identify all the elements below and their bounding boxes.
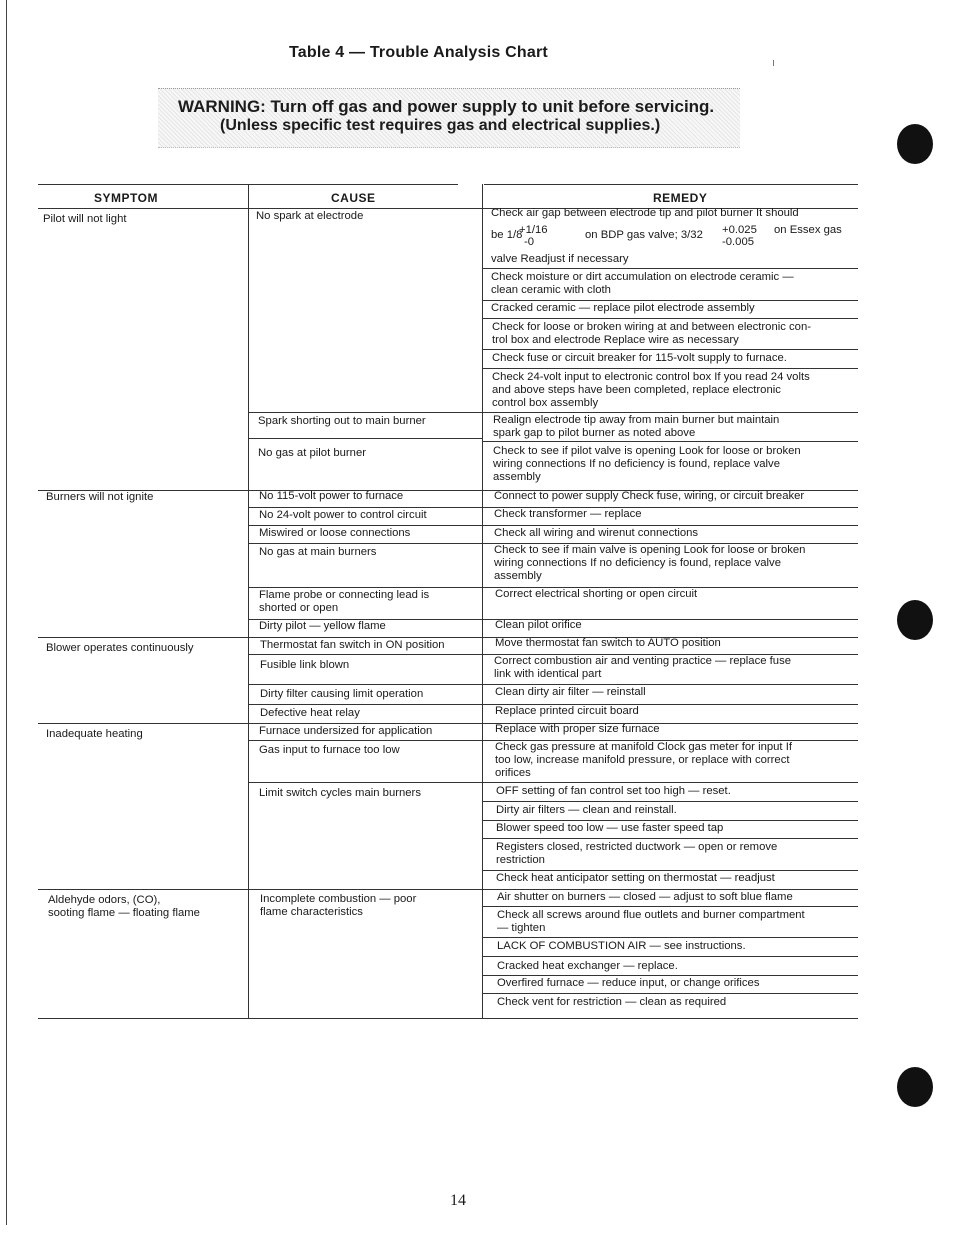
page-title: Table 4 — Trouble Analysis Chart	[289, 44, 548, 61]
remedy-cell: Dirty air filters — clean and reinstall.	[496, 804, 677, 816]
cause-cell: flame characteristics	[260, 906, 363, 918]
remedy-rule	[482, 412, 858, 413]
cause-cell: Defective heat relay	[260, 707, 360, 719]
cause-cell: No 115-volt power to furnace	[259, 490, 404, 502]
remedy-cell: Clean dirty air filter — reinstall	[495, 686, 646, 698]
cause-rule	[248, 507, 482, 508]
remedy-cell: Check gas pressure at manifold Clock gas meter for input If	[495, 741, 792, 753]
remedy-cell: on Essex gas	[774, 224, 842, 236]
remedy-rule	[482, 838, 858, 839]
cause-cell: No gas at pilot burner	[258, 447, 367, 459]
cause-cell: No spark at electrode	[256, 210, 364, 222]
symptom-cell: Inadequate heating	[46, 728, 143, 740]
remedy-cell: Overfired furnace — reduce input, or change orifices	[497, 977, 760, 989]
page-number: 14	[450, 1192, 466, 1209]
remedy-cell: Registers closed, restricted ductwork — open or remove	[496, 841, 778, 853]
remedy-cell: LACK OF COMBUSTION AIR — see instructions.	[497, 940, 746, 952]
cause-rule	[248, 654, 482, 655]
remedy-cell: Check all wiring and wirenut connections	[494, 527, 699, 539]
remedy-tolerance-minus: -0	[524, 236, 535, 248]
remedy-rule	[482, 349, 858, 350]
symptom-cell: Burners will not ignite	[46, 491, 154, 503]
warning-subtext: (Unless specific test requires gas and electrical supplies.)	[220, 117, 661, 134]
remedy-cell: — tighten	[497, 922, 546, 934]
page-edge-rule	[6, 0, 7, 1225]
remedy-cell: wiring connections If no deficiency is found, replace valve	[493, 458, 780, 470]
remedy-rule	[482, 368, 858, 369]
binder-hole-bottom	[897, 1067, 933, 1107]
remedy-cell: Cracked heat exchanger — replace.	[497, 960, 678, 972]
remedy-cell: Check all screws around flue outlets and burner compartment	[497, 909, 805, 921]
remedy-cell: Cracked ceramic — replace pilot electrode assembly	[491, 302, 755, 314]
remedy-rule	[482, 684, 858, 685]
remedy-rule	[482, 975, 858, 976]
remedy-rule	[482, 268, 858, 269]
remedy-cell: Realign electrode tip away from main burner but maintain	[493, 414, 780, 426]
header-remedy: REMEDY	[653, 191, 708, 205]
cause-cell: Flame probe or connecting lead is	[259, 589, 430, 601]
remedy-rule	[482, 956, 858, 957]
symptom-rule	[38, 889, 248, 890]
remedy-cell: Clean pilot orifice	[495, 619, 582, 631]
remedy-cell: Check transformer — replace	[494, 508, 642, 520]
remedy-cell: valve Readjust if necessary	[491, 253, 629, 265]
remedy-cell: Air shutter on burners — closed — adjust to soft blue flame	[497, 891, 793, 903]
remedy-rule	[482, 937, 858, 938]
remedy-rule	[482, 820, 858, 821]
symptom-cell: sooting flame — floating flame	[48, 907, 200, 919]
remedy-rule	[482, 889, 858, 890]
remedy-cell: Check to see if main valve is opening Look for loose or broken	[494, 544, 806, 556]
cause-rule	[248, 704, 482, 705]
remedy-rule	[482, 300, 858, 301]
remedy-tolerance-plus: +0.025	[722, 224, 757, 236]
cause-rule	[248, 543, 482, 544]
cause-rule	[248, 889, 482, 890]
cause-cell: Incomplete combustion — poor	[260, 893, 417, 905]
remedy-cell: Replace with proper size furnace	[495, 723, 660, 735]
cause-cell: Limit switch cycles main burners	[259, 787, 421, 799]
cause-rule	[248, 740, 482, 741]
remedy-rule	[482, 525, 858, 526]
remedy-cell: Correct electrical shorting or open circuit	[495, 588, 698, 600]
cause-cell: Gas input to furnace too low	[259, 744, 400, 756]
remedy-tolerance-minus: -0.005	[722, 236, 755, 248]
remedy-cell: restriction	[496, 854, 545, 866]
cause-rule	[248, 587, 482, 588]
remedy-cell: Check for loose or broken wiring at and between electronic con-	[492, 321, 811, 333]
remedy-cell: Move thermostat fan switch to AUTO position	[495, 637, 721, 649]
column-divider-1	[248, 184, 249, 1019]
remedy-cell: on BDP gas valve; 3/32	[585, 229, 703, 241]
remedy-rule	[482, 318, 858, 319]
remedy-cell: control box assembly	[492, 397, 599, 409]
remedy-cell: Check vent for restriction — clean as required	[497, 996, 727, 1008]
remedy-rule	[482, 801, 858, 802]
symptom-cell: Pilot will not light	[43, 213, 127, 225]
remedy-tolerance-plus: +1/16	[519, 224, 548, 236]
remedy-cell: Connect to power supply Check fuse, wiring, or circuit breaker	[494, 490, 805, 502]
remedy-cell: Check moisture or dirt accumulation on electrode ceramic —	[491, 271, 794, 283]
remedy-cell: Check heat anticipator setting on thermostat — readjust	[496, 872, 775, 884]
remedy-rule	[482, 993, 858, 994]
remedy-cell: Blower speed too low — use faster speed tap	[496, 822, 724, 834]
cause-cell: shorted or open	[259, 602, 339, 614]
cause-cell: Dirty filter causing limit operation	[260, 688, 424, 700]
remedy-rule	[482, 782, 858, 783]
remedy-cell: link with identical part	[494, 668, 602, 680]
remedy-cell: orifices	[495, 767, 531, 779]
warning-text: WARNING: Turn off gas and power supply to unit before servicing.	[178, 97, 715, 116]
remedy-cell: be 1/8	[491, 229, 523, 241]
remedy-cell: assembly	[493, 471, 541, 483]
remedy-cell: Check fuse or circuit breaker for 115-volt supply to furnace.	[492, 352, 787, 364]
remedy-cell: Correct combustion air and venting practice — replace fuse	[494, 655, 792, 667]
cause-rule	[248, 412, 482, 413]
remedy-cell: Replace printed circuit board	[495, 705, 639, 717]
table-top-rule-remedy	[484, 184, 858, 185]
cause-cell: Miswired or loose connections	[259, 527, 411, 539]
symptom-rule	[38, 723, 248, 724]
symptom-cell: Blower operates continuously	[46, 642, 194, 654]
remedy-cell: wiring connections If no deficiency is found, replace valve	[494, 557, 781, 569]
remedy-rule	[482, 906, 858, 907]
remedy-cell: spark gap to pilot burner as noted above	[493, 427, 696, 439]
remedy-cell: Check to see if pilot valve is opening Look for loose or broken	[493, 445, 801, 457]
binder-hole-middle	[897, 600, 933, 640]
remedy-rule	[482, 870, 858, 871]
cause-cell: No gas at main burners	[259, 546, 377, 558]
cause-rule	[248, 525, 482, 526]
cause-cell: Spark shorting out to main burner	[258, 415, 426, 427]
remedy-cell: too low, increase manifold pressure, or replace with correct	[495, 754, 790, 766]
symptom-rule	[38, 637, 248, 638]
remedy-cell: assembly	[494, 570, 542, 582]
table-bottom-rule	[38, 1018, 858, 1019]
cause-cell: No 24-volt power to control circuit	[259, 509, 427, 521]
remedy-cell: OFF setting of fan control set too high — reset.	[496, 785, 731, 797]
header-cause: CAUSE	[331, 191, 376, 205]
remedy-rule	[482, 441, 858, 442]
header-symptom: SYMPTOM	[94, 191, 158, 205]
cause-cell: Dirty pilot — yellow flame	[259, 620, 386, 632]
cause-rule	[248, 637, 482, 638]
remedy-cell: Check 24-volt input to electronic control box If you read 24 volts	[492, 371, 810, 383]
cause-cell: Furnace undersized for application	[259, 725, 433, 737]
column-divider-2	[482, 184, 483, 1019]
scan-mark	[773, 60, 774, 66]
cause-rule	[248, 438, 482, 439]
remedy-cell: clean ceramic with cloth	[491, 284, 611, 296]
cause-rule	[248, 782, 482, 783]
symptom-cell: Aldehyde odors, (CO),	[48, 894, 161, 906]
cause-rule	[248, 723, 482, 724]
remedy-cell: and above steps have been completed, replace electronic	[492, 384, 781, 396]
remedy-cell: Check air gap between electrode tip and pilot burner It should	[491, 207, 799, 219]
remedy-cell: trol box and electrode Replace wire as necessary	[492, 334, 739, 346]
cause-cell: Fusible link blown	[260, 659, 350, 671]
cause-rule	[248, 684, 482, 685]
binder-hole-top	[897, 124, 933, 164]
cause-cell: Thermostat fan switch in ON position	[260, 639, 445, 651]
trouble-analysis-table	[38, 184, 858, 1019]
